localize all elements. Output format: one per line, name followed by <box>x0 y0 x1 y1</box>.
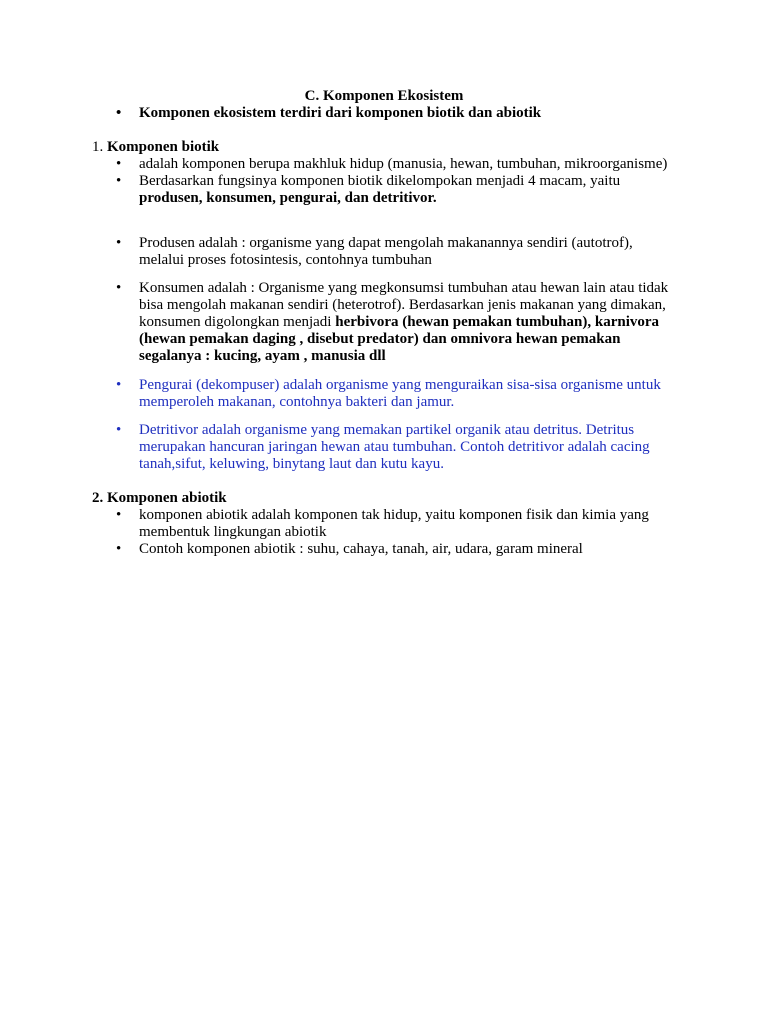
konsumen-bold: herbivora (hewan pemakan tumbuhan), karnivora (hewan pemakan daging , disebut predator) dan omnivora hewan pemakan segalanya : kucing, ayam , manusia dll <box>139 314 660 364</box>
biotik-definition-item: • adalah komponen berupa makhluk hidup (manusia, hewan, tumbuhan, mikroorganisme) <box>0 156 679 173</box>
abiotik-example-item: • Contoh komponen abiotik : suhu, cahaya, tanah, air, udara, garam mineral <box>0 541 679 558</box>
intro-bullet: • Komponen ekosistem terdiri dari komponen biotik dan abiotik <box>0 105 679 122</box>
pengurai-item: • Pengurai (dekompuser) adalah organisme yang menguraikan sisa-sisa organisme untuk memperoleh makanan, contohnya bakteri dan jamur. <box>0 377 679 411</box>
section-biotik-heading <box>92 139 219 156</box>
document-title: C. Komponen Ekosistem <box>304 88 464 104</box>
detritivor-item: • Detritivor adalah organisme yang memakan partikel organik atau detritus. Detritus merupakan hancuran jaringan hewan atau tumbuhan. Contoh detritivor adalah cacing tanah,sifut, keluwing, binytang laut dan kutu kayu. <box>0 422 679 473</box>
abiotik-list <box>0 507 679 558</box>
biotik-grouping-item <box>0 173 679 207</box>
intro-list <box>0 105 679 122</box>
konsumen-text: Konsumen adalah : Organisme yang megkonsumsi tumbuhan atau hewan lain atau tidak bisa mengolah makanan sendiri (heterotrof). Berdasarkan jenis makanan yang dimakan, konsumen digolongkan menjadi <box>139 280 669 330</box>
grouping-text: Berdasarkan fungsinya komponen biotik dikelompokan menjadi 4 macam, yaitu <box>139 173 621 189</box>
section-title: Komponen biotik <box>107 139 220 155</box>
section-number: 1. <box>92 139 104 155</box>
biotik-list-a <box>0 156 679 207</box>
biotik-list-produsen <box>0 235 679 269</box>
grouping-bold: produsen, konsumen, pengurai, dan detritivor. <box>139 190 437 206</box>
biotik-list-konsumen <box>0 280 679 365</box>
section-abiotik-heading: 2. Komponen abiotik <box>92 490 227 506</box>
biotik-list-detritivor <box>0 422 679 473</box>
produsen-item: • Produsen adalah : organisme yang dapat mengolah makanannya sendiri (autotrof), melalui proses fotosintesis, contohnya tumbuhan <box>0 235 679 269</box>
abiotik-definition-item: • komponen abiotik adalah komponen tak hidup, yaitu komponen fisik dan kimia yang membentuk lingkungan abiotik <box>0 507 679 541</box>
biotik-list-pengurai <box>0 377 679 411</box>
konsumen-item <box>0 280 679 365</box>
